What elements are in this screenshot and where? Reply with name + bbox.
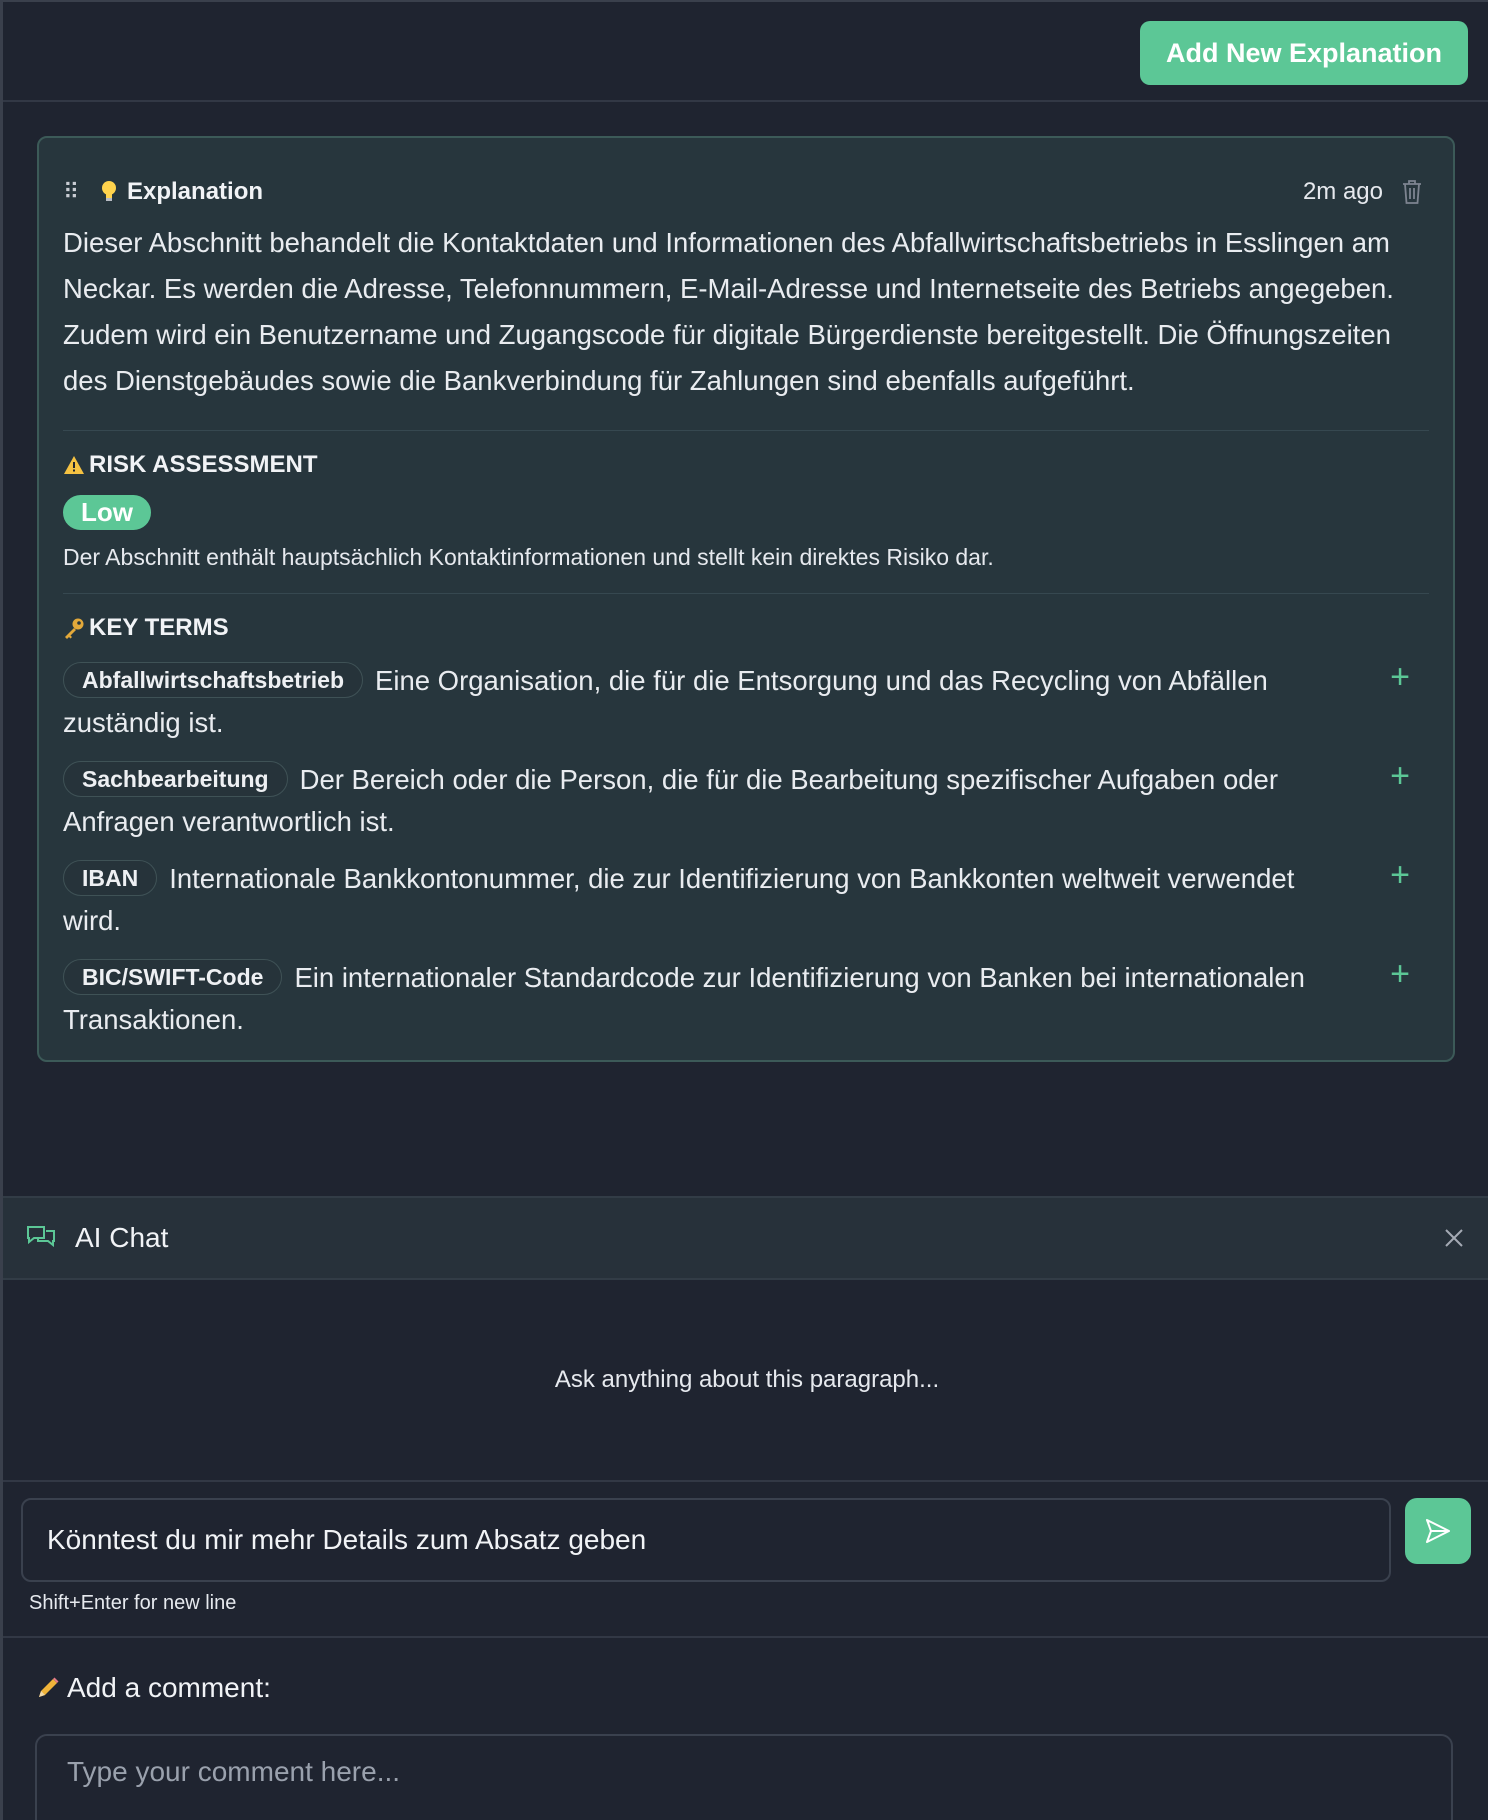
comment-section [3, 1636, 1488, 1820]
plus-icon[interactable]: + [1390, 955, 1410, 993]
explanation-body: Dieser Abschnitt behandelt die Kontaktdaten und Informationen des Abfallwirtschaftsbetriebs in Esslingen am Neckar. Es werden die Adresse, Telefonnummern, E-Mail-Adresse und Internetseite des Betriebs angegeben. Zudem wird ein Benutzername und Zugangscode für digitale Bürgerdienste bereitgestellt. Die Öffnungszeiten des Dienstgebäudes sowie die Bankverbindung für Zahlungen sind ebenfalls aufgeführt. [63, 220, 1429, 431]
send-button[interactable] [1405, 1498, 1471, 1564]
ai-chat-header [3, 1196, 1488, 1280]
risk-assessment-label: RISK ASSESSMENT [89, 451, 318, 478]
comment-label: Add a comment: [67, 1672, 271, 1703]
warning-icon [63, 455, 85, 475]
plus-icon[interactable]: + [1390, 856, 1410, 894]
pencil-icon [35, 1675, 61, 1701]
risk-assessment-heading [63, 449, 1429, 481]
key-term-chip: BIC/SWIFT-Code [63, 959, 282, 995]
comment-textarea[interactable] [35, 1734, 1453, 1820]
key-term-definition: Internationale Bankkontonummer, die zur Identifizierung von Bankkonten weltweit verwendet wird. [63, 863, 1295, 936]
chat-empty-prompt: Ask anything about this paragraph... [554, 1366, 940, 1393]
close-icon[interactable] [1443, 1227, 1465, 1249]
chat-icon [25, 1223, 57, 1253]
send-icon [1423, 1516, 1453, 1546]
key-icon [63, 617, 85, 639]
key-term-definition: Eine Organisation, die für die Entsorgung und das Recycling von Abfällen zuständig ist. [63, 665, 1268, 738]
key-term-definition: Ein internationaler Standardcode zur Identifizierung von Banken bei internationalen Transaktionen. [63, 962, 1305, 1035]
key-term-item [63, 660, 1429, 744]
key-terms-list [63, 660, 1429, 1041]
chat-title: AI Chat [75, 1222, 169, 1253]
drag-handle-icon[interactable]: ⠿ [63, 179, 78, 204]
chat-input[interactable] [21, 1498, 1391, 1582]
comment-label-row [35, 1672, 1488, 1704]
key-terms-label: KEY TERMS [89, 614, 229, 641]
trash-icon[interactable] [1401, 179, 1423, 205]
risk-level-badge: Low [63, 495, 151, 530]
explanation-title: Explanation [127, 178, 264, 205]
top-bar [3, 2, 1488, 102]
plus-icon[interactable]: + [1390, 757, 1410, 795]
lightbulb-icon [101, 180, 127, 204]
key-term-chip: IBAN [63, 860, 157, 896]
key-term-chip: Abfallwirtschaftsbetrieb [63, 662, 363, 698]
explanation-card [37, 136, 1455, 1062]
chat-hint: Shift+Enter for new line [29, 1592, 237, 1614]
key-term-chip: Sachbearbeitung [63, 761, 288, 797]
key-term-item [63, 957, 1429, 1041]
chat-empty-state [3, 1280, 1488, 1482]
key-term-item [63, 759, 1429, 843]
chat-input-value: Könntest du mir mehr Details zum Absatz geben [47, 1524, 647, 1555]
add-new-explanation-button[interactable]: Add New Explanation [1140, 21, 1468, 85]
key-term-item [63, 858, 1429, 942]
key-terms-heading [63, 612, 1429, 644]
explanation-header [63, 166, 1429, 218]
explanation-timestamp: 2m ago [1302, 178, 1383, 205]
key-term-definition: Der Bereich oder die Person, die für die Bearbeitung spezifischer Aufgaben oder Anfragen verantwortlich ist. [63, 764, 1278, 837]
plus-icon[interactable]: + [1390, 658, 1410, 696]
risk-description: Der Abschnitt enthält hauptsächlich Kontaktinformationen und stellt kein direktes Risiko dar. [63, 544, 1429, 594]
